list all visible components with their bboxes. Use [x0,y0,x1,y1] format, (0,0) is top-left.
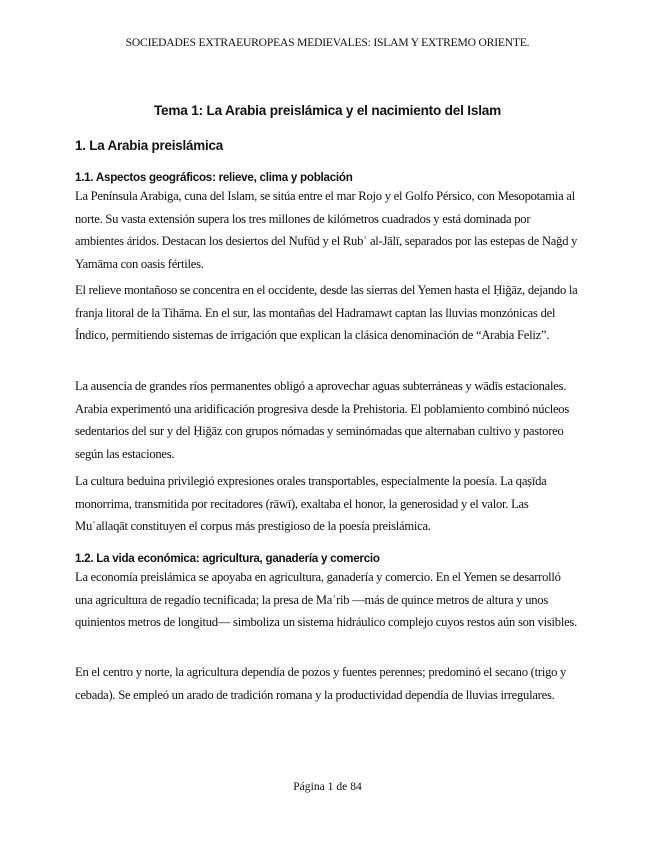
paragraph-1-1-a: La Península Arabiga, cuna del Islam, se sitúa entre el mar Rojo y el Golfo Pérsico, con Mesopotamia al norte. Su vasta extensión supera los tres millones de kilómetros cuadrados y está dominada por ambientes áridos. Destacan los desiertos del Nufūd y el Rubʿ al-Jālī, separados por las estepas de Naǧd y Yamāma con oasis fértiles. [75,189,578,271]
paragraph-1-1-d: La cultura beduina privilegió expresiones orales transportables, especialmente la poesía. La qaṣīda monorrima, transmitida por recitadores (rāwī), exaltaba el honor, la generosidad y el valor. Las Muʿallaqāt constituyen el corpus más prestigioso de la poesía preislámica. [75,474,547,533]
paragraph-1-2-a: La economía preislámica se apoyaba en agricultura, ganadería y comercio. En el Yemen se desarrolló una agricultura de regadío tecnificada; la presa de Maʾrib —más de quince metros de altura y unos quinientos metros de longitud— simboliza un sistema hidráulico complejo cuyos restos aún son visibles. [75,570,577,629]
paragraph-1-1-b: El relieve montañoso se concentra en el occidente, desde las sierras del Yemen hasta el Ḥiǧāz, dejando la franja litoral de la Tihāma. En el sur, las montañas del Hadramawt captan las lluvias monzónicas del Índico, permitiendo sistemas de irrigación que explican la clásica denominación de “Arabia Feliz”. [75,283,578,342]
paragraph-1-1-c: La ausencia de grandes ríos permanentes obligó a aprovechar aguas subterráneas y wādīs estacionales. Arabia experimentó una aridificación progresiva desde la Prehistoria. El poblamiento combinó núcleos sedentarios del sur y del Ḥiǧāz con grupos nómadas y seminómadas que alternaban cultivo y pastoreo según las estaciones. [75,379,569,461]
section-heading: 1. La Arabia preislámica [75,138,224,153]
paragraph-1-2-b: En el centro y norte, la agricultura dependía de pozos y fuentes perennes; predominó el secano (trigo y cebada). Se empleó un arado de tradición romana y la productividad dependía de lluvias irregulares. [75,665,567,702]
subsection-heading-1-1: 1.1. Aspectos geográficos: relieve, clima y población [75,171,353,184]
subsection-heading-1-2: 1.2. La vida económica: agricultura, ganadería y comercio [75,552,380,565]
chapter-title: Tema 1: La Arabia preislámica y el nacimiento del Islam [153,103,502,118]
running-header: SOCIEDADES EXTRAEUROPEAS MEDIEVALES: ISLAM Y EXTREMO ORIENTE. [125,36,530,49]
page-number: Página 1 de 84 [293,780,362,793]
